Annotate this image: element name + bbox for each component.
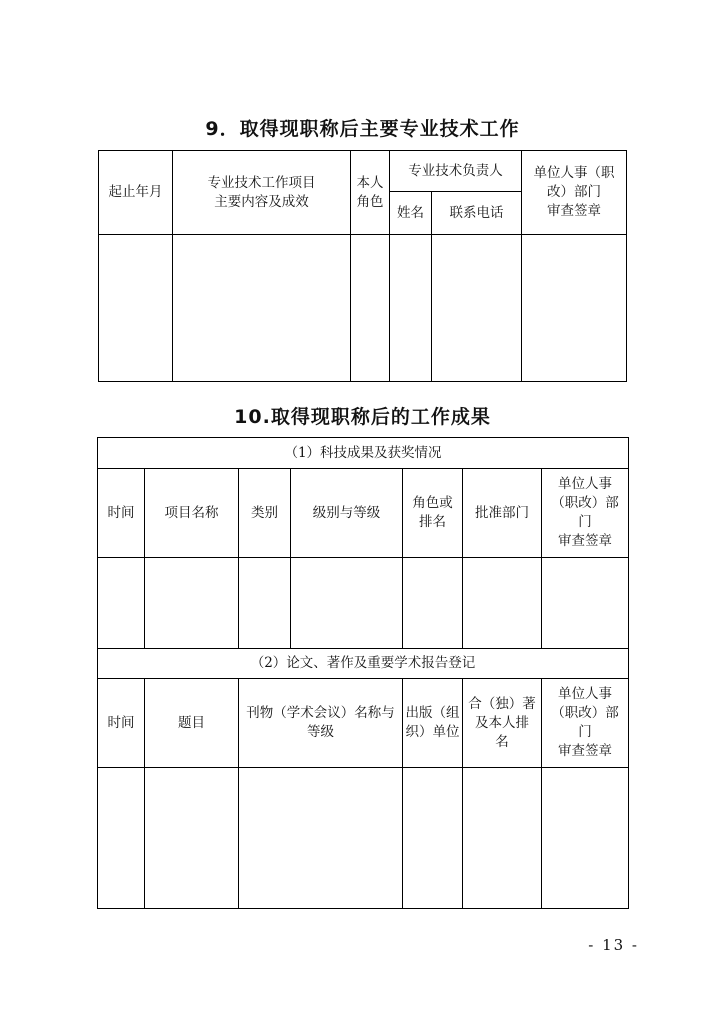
- empty-cell[interactable]: [463, 558, 542, 649]
- header-time: 时间: [98, 679, 145, 768]
- empty-cell[interactable]: [239, 558, 291, 649]
- section9-title: 9．取得现职称后主要专业技术工作: [205, 118, 520, 140]
- empty-cell[interactable]: [98, 768, 145, 909]
- empty-cell[interactable]: [432, 235, 522, 382]
- header-approver: 批准部门: [463, 469, 542, 558]
- empty-cell[interactable]: [145, 558, 239, 649]
- header-time: 时间: [98, 469, 145, 558]
- section9-table: [98, 150, 627, 382]
- empty-cell[interactable]: [542, 558, 629, 649]
- header-role: 本人 角色: [351, 151, 390, 235]
- header-review: 单位人事（职 改）部门 审查签章: [522, 151, 627, 235]
- empty-cell[interactable]: [463, 768, 542, 909]
- empty-cell[interactable]: [403, 768, 463, 909]
- empty-cell[interactable]: [390, 235, 432, 382]
- empty-cell[interactable]: [173, 235, 351, 382]
- header-phone: 联系电话: [432, 192, 522, 235]
- empty-cell[interactable]: [239, 768, 403, 909]
- header-authorship: 合（独）著 及本人排 名: [463, 679, 542, 768]
- page-number: - 13 -: [588, 936, 639, 954]
- part2-caption: （2）论文、著作及重要学术报告登记: [98, 649, 629, 679]
- header-project: 专业技术工作项目 主要内容及成效: [173, 151, 351, 235]
- part1-caption: （1）科技成果及获奖情况: [98, 438, 629, 469]
- header-level: 级别与等级: [291, 469, 403, 558]
- empty-cell[interactable]: [403, 558, 463, 649]
- header-review: 单位人事 （职改）部 门 审查签章: [542, 469, 629, 558]
- empty-cell[interactable]: [291, 558, 403, 649]
- header-responsible: 专业技术负责人: [390, 151, 522, 192]
- header-publisher: 出版（组 织）单位: [403, 679, 463, 768]
- empty-cell[interactable]: [145, 768, 239, 909]
- section10-title: 10.取得现职称后的工作成果: [234, 406, 491, 428]
- header-review: 单位人事 （职改）部 门 审查签章: [542, 679, 629, 768]
- empty-cell[interactable]: [98, 558, 145, 649]
- header-period: 起止年月: [99, 151, 173, 235]
- section10-table: [97, 437, 629, 909]
- empty-cell[interactable]: [542, 768, 629, 909]
- header-category: 类别: [239, 469, 291, 558]
- header-journal: 刊物（学术会议）名称与 等级: [239, 679, 403, 768]
- header-topic: 题目: [145, 679, 239, 768]
- empty-cell[interactable]: [522, 235, 627, 382]
- empty-cell[interactable]: [351, 235, 390, 382]
- header-role-rank: 角色或 排名: [403, 469, 463, 558]
- empty-cell[interactable]: [99, 235, 173, 382]
- header-project-name: 项目名称: [145, 469, 239, 558]
- header-name: 姓名: [390, 192, 432, 235]
